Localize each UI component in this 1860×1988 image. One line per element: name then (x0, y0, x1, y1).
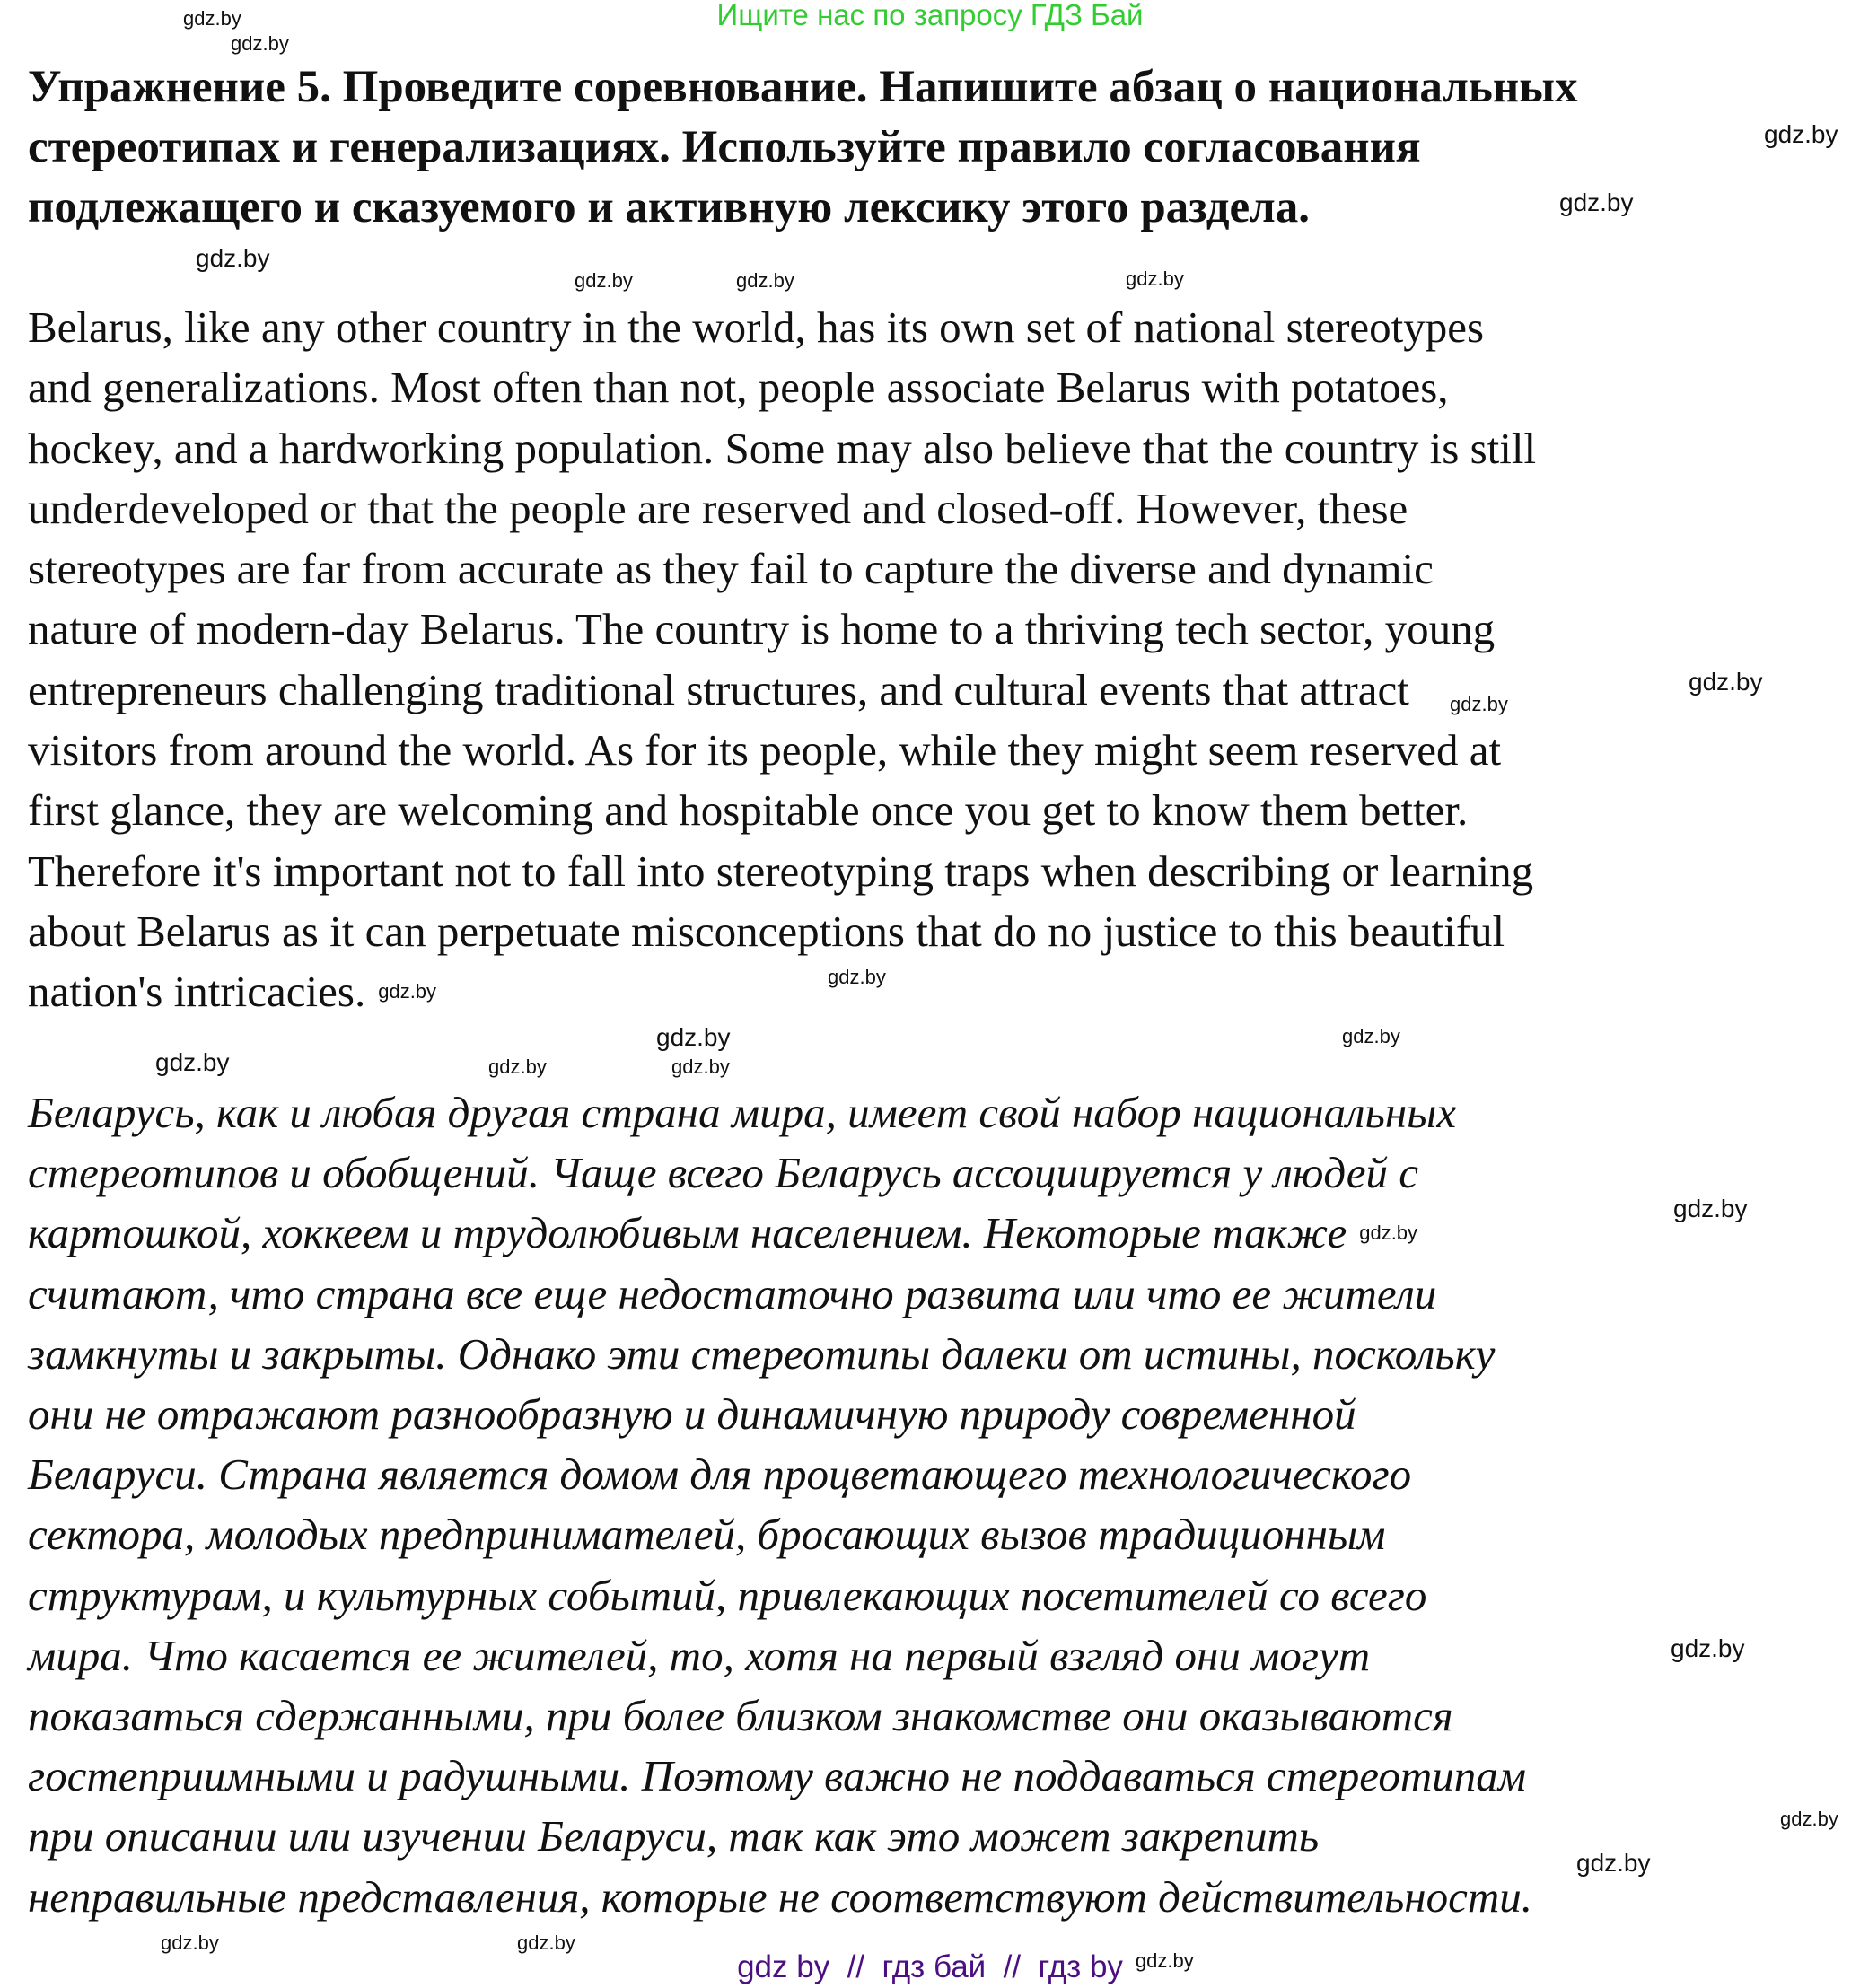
russian-line: замкнуты и закрыты. Однако эти стереотипы далеки от истины, поскольку (28, 1328, 1496, 1379)
russian-line: Беларуси. Страна является домом для процветающего технологического (28, 1449, 1412, 1500)
russian-translation (28, 1082, 1532, 1927)
watermark: gdz.by (1576, 1849, 1651, 1877)
watermark: gdz.by (1342, 1025, 1400, 1047)
english-line: stereotypes are far from accurate as they fail to capture the diverse and dynamic (28, 544, 1434, 594)
watermark: gdz.by (1764, 120, 1838, 148)
watermark: gdz.by (1135, 1949, 1194, 1972)
russian-line: сектора, молодых предпринимателей, бросающих вызов традиционным (28, 1510, 1386, 1560)
russian-line: структурам, и культурных событий, привлекающих посетителей со всего (28, 1570, 1427, 1620)
watermark: gdz.by (1673, 1195, 1748, 1222)
russian-line: неправильные представления, которые не соответствуют действительности. (28, 1871, 1532, 1922)
russian-line: они не отражают разнообразную и динамичную природу современной (28, 1389, 1356, 1440)
watermark: gdz.by (1359, 1222, 1418, 1245)
heading-line: стереотипах и генерализациях. Используйте правило согласования (28, 122, 1421, 172)
english-line: first glance, they are welcoming and hospitable once you get to know them better. (28, 785, 1469, 836)
watermark: gdz.by (736, 269, 794, 292)
russian-line: при описании или изучении Беларуси, так как это может закрепить (28, 1811, 1320, 1861)
watermark: gdz.by (1780, 1808, 1838, 1830)
watermark: gdz.by (1671, 1634, 1745, 1662)
russian-line: мира. Что касается ее жителей, то, хотя на первый взгляд они могут (28, 1630, 1371, 1680)
watermark: gdz.by (671, 1055, 730, 1078)
english-line: nation's intricacies. (28, 967, 366, 1017)
russian-line: показаться сдержанными, при более близком знакомстве они оказываются (28, 1691, 1453, 1741)
english-line: Belarus, like any other country in the world, has its own set of national stereotypes (28, 302, 1485, 352)
watermark: gdz.by (1689, 668, 1763, 696)
watermark: gdz.by (1126, 267, 1184, 290)
search-banner[interactable]: Ищите нас по запросу ГДЗ Бай (716, 0, 1144, 31)
english-line: hockey, and a hardworking population. Some may also believe that the country is still (28, 423, 1537, 473)
russian-line: Беларусь, как и любая другая страна мира, имеет свой набор национальных (28, 1088, 1457, 1137)
heading-line: подлежащего и сказуемого и активную лексику этого раздела. (28, 182, 1311, 232)
english-paragraph (28, 297, 1536, 1022)
english-line: and generalizations. Most often than not, people associate Belarus with potatoes, (28, 363, 1449, 413)
watermark: gdz.by (231, 32, 289, 55)
russian-line: считают, что страна все еще недостаточно развита или что ее жители (28, 1268, 1437, 1318)
watermark: gdz.by (196, 244, 270, 272)
watermark: gdz.by (656, 1023, 731, 1051)
english-line: entrepreneurs challenging traditional structures, and cultural events that attract (28, 664, 1409, 714)
watermark: gdz.by (1559, 188, 1634, 216)
watermark: gdz.by (517, 1931, 575, 1954)
watermark: gdz.by (378, 980, 437, 1003)
russian-line: стереотипов и обобщений. Чаще всего Беларусь ассоциируется у людей с (28, 1148, 1419, 1198)
english-line: visitors from around the world. As for its people, while they might seem reserved at (28, 725, 1502, 775)
watermark: gdz.by (183, 7, 241, 30)
watermark: gdz.by (161, 1931, 219, 1954)
russian-line: картошкой, хоккеем и трудолюбивым населением. Некоторые также (28, 1208, 1347, 1258)
watermark: gdz.by (155, 1048, 230, 1076)
footer-links[interactable]: gdz by // гдз бай // гдз by (737, 1949, 1123, 1984)
english-line: Therefore it's important not to fall into stereotyping traps when describing or learning (28, 845, 1534, 896)
english-line: about Belarus as it can perpetuate misconceptions that do no justice to this beautiful (28, 906, 1505, 956)
watermark: gdz.by (575, 269, 633, 292)
watermark: gdz.by (828, 966, 886, 988)
english-line: nature of modern-day Belarus. The country is home to a thriving tech sector, young (28, 604, 1496, 654)
russian-line: гостеприимными и радушными. Поэтому важно не поддаваться стереотипам (28, 1751, 1527, 1801)
watermark: gdz.by (488, 1055, 547, 1078)
exercise-heading (28, 57, 1578, 238)
english-line: underdeveloped or that the people are reserved and closed-off. However, these (28, 483, 1408, 533)
heading-line: Упражнение 5. Проведите соревнование. Напишите абзац о национальных (28, 62, 1578, 112)
watermark: gdz.by (1450, 693, 1508, 715)
